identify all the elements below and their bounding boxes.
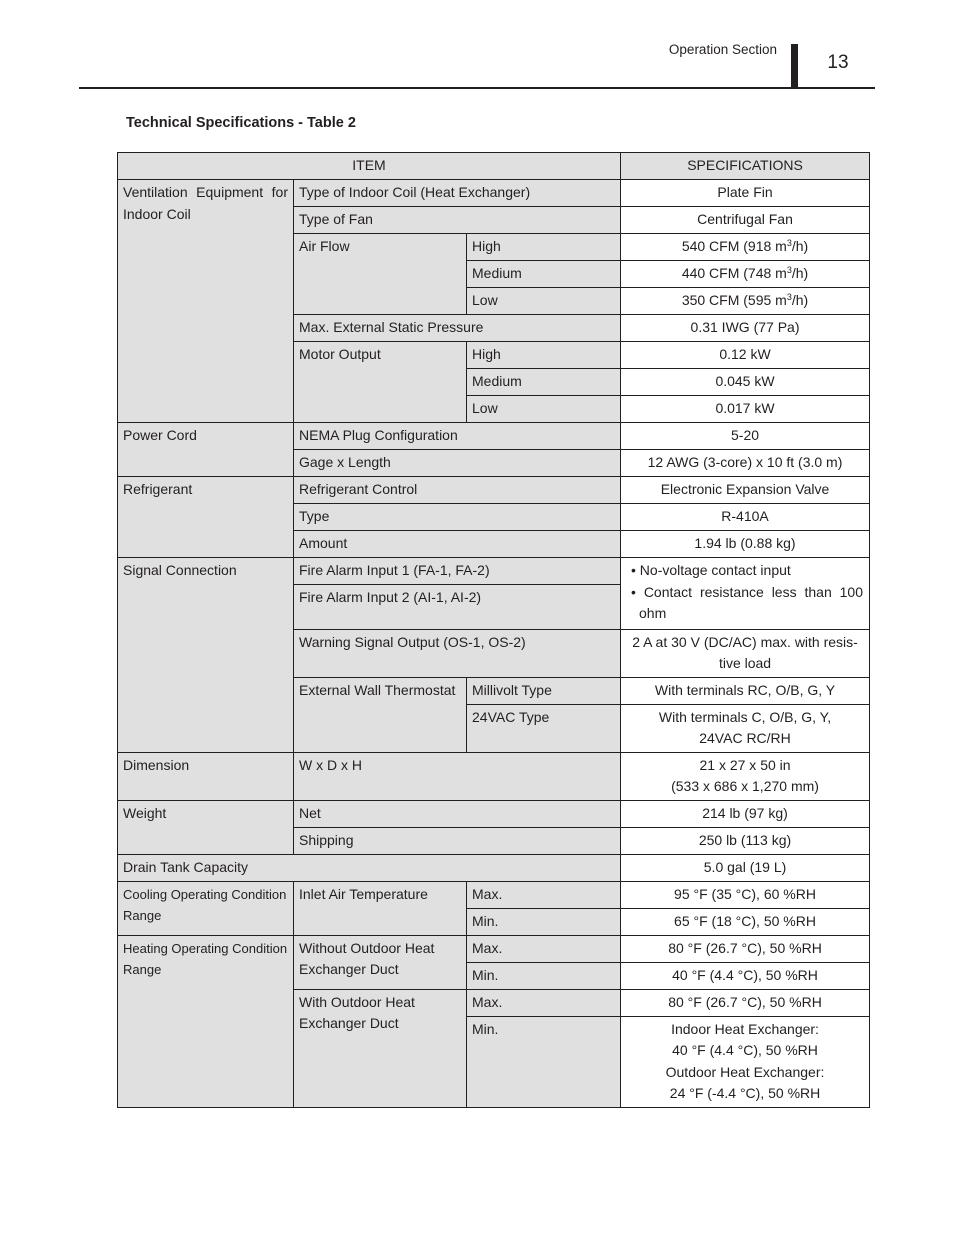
value-drain-tank: 5.0 gal (19 L) [621, 854, 870, 881]
sub-high: High [467, 234, 621, 261]
item-gage-length: Gage x Length [294, 450, 621, 477]
row-label-dimension: Dimension [118, 752, 294, 800]
value-coil-type: Plate Fin [621, 180, 870, 207]
item-inlet-air: Inlet Air Temperature [294, 881, 467, 935]
value-cooling-max: 95 °F (35 °C), 60 %RH [621, 881, 870, 908]
row-label-heating: Heating Operating Condition Range [118, 935, 294, 1107]
value-refrigerant-type: R-410A [621, 504, 870, 531]
sub-medium: Medium [467, 261, 621, 288]
value-shipping: 250 lb (113 kg) [621, 827, 870, 854]
sub-millivolt: Millivolt Type [467, 677, 621, 704]
row-label-refrigerant: Refrigerant [118, 477, 294, 558]
col-item-header: ITEM [118, 153, 621, 180]
row-label-cooling: Cooling Operating Condition Range [118, 881, 294, 935]
sub-max: Max. [467, 935, 621, 962]
value-warning-signal: 2 A at 30 V (DC/AC) max. with resis-tive load [621, 629, 870, 677]
value-refrigerant-control: Electronic Expansion Valve [621, 477, 870, 504]
value-net: 214 lb (97 kg) [621, 800, 870, 827]
row-label-weight: Weight [118, 800, 294, 854]
table-title: Technical Specifications - Table 2 [126, 115, 356, 131]
value-motor-medium: 0.045 kW [621, 369, 870, 396]
sub-min: Min. [467, 908, 621, 935]
item-net: Net [294, 800, 621, 827]
sub-medium: Medium [467, 369, 621, 396]
table-row [118, 752, 870, 800]
item-wall-thermostat: External Wall Thermostat [294, 677, 467, 752]
item-wdh: W x D x H [294, 752, 621, 800]
item-coil-type: Type of Indoor Coil (Heat Exchanger) [294, 180, 621, 207]
sub-high: High [467, 342, 621, 369]
header-rule [79, 87, 875, 89]
spec-table [117, 152, 870, 1108]
item-motor-output: Motor Output [294, 342, 467, 423]
row-label-power-cord: Power Cord [118, 423, 294, 477]
sub-min: Min. [467, 1016, 621, 1107]
value-gage-length: 12 AWG (3-core) x 10 ft (3.0 m) [621, 450, 870, 477]
item-nema-plug: NEMA Plug Configuration [294, 423, 621, 450]
value-fire-alarm: • No-voltage contact input • Contact resistance less than 100 ohm [621, 558, 870, 630]
sub-min: Min. [467, 962, 621, 989]
table-row [118, 935, 870, 962]
item-refrigerant-control: Refrigerant Control [294, 477, 621, 504]
table-header-row [118, 153, 870, 180]
item-shipping: Shipping [294, 827, 621, 854]
item-without-duct: Without Outdoor Heat Exchanger Duct [294, 935, 467, 989]
value-dimension: 21 x 27 x 50 in (533 x 686 x 1,270 mm) [621, 752, 870, 800]
sub-low: Low [467, 288, 621, 315]
header-bar [791, 44, 798, 88]
item-fire-alarm-1: Fire Alarm Input 1 (FA-1, FA-2) [294, 558, 621, 585]
value-airflow-high: 540 CFM (918 $m^3/h$) [621, 234, 870, 261]
value-static-pressure: 0.31 IWG (77 Pa) [621, 315, 870, 342]
row-label-drain-tank: Drain Tank Capacity [118, 854, 621, 881]
table-row [118, 854, 870, 881]
value-motor-high: 0.12 kW [621, 342, 870, 369]
item-static-pressure: Max. External Static Pressure [294, 315, 621, 342]
item-warning-signal: Warning Signal Output (OS-1, OS-2) [294, 629, 621, 677]
item-air-flow: Air Flow [294, 234, 467, 315]
page-number: 13 [827, 52, 849, 73]
sub-24vac: 24VAC Type [467, 704, 621, 752]
value-fan-type: Centrifugal Fan [621, 207, 870, 234]
table-row [118, 477, 870, 504]
value-airflow-medium: 440 CFM (748 $m^3/h$) [621, 261, 870, 288]
item-with-duct: With Outdoor Heat Exchanger Duct [294, 989, 467, 1107]
item-fan-type: Type of Fan [294, 207, 621, 234]
value-airflow-low: 350 CFM (595 $m^3/h$) [621, 288, 870, 315]
table-row [118, 180, 870, 207]
item-refrigerant-amount: Amount [294, 531, 621, 558]
table-row [118, 881, 870, 908]
value-heating-with-max: 80 °F (26.7 °C), 50 %RH [621, 989, 870, 1016]
table-row [118, 800, 870, 827]
value-heating-without-max: 80 °F (26.7 °C), 50 %RH [621, 935, 870, 962]
value-refrigerant-amount: 1.94 lb (0.88 kg) [621, 531, 870, 558]
row-label-ventilation: Ventilation Equipment for Indoor Coil [118, 180, 294, 423]
value-motor-low: 0.017 kW [621, 396, 870, 423]
section-title: Operation Section [668, 42, 777, 57]
table-row [118, 423, 870, 450]
table-row [118, 558, 870, 585]
sub-max: Max. [467, 989, 621, 1016]
value-cooling-min: 65 °F (18 °C), 50 %RH [621, 908, 870, 935]
value-24vac: With terminals C, O/B, G, Y, 24VAC RC/RH [621, 704, 870, 752]
value-heating-without-min: 40 °F (4.4 °C), 50 %RH [621, 962, 870, 989]
item-refrigerant-type: Type [294, 504, 621, 531]
item-fire-alarm-2: Fire Alarm Input 2 (AI-1, AI-2) [294, 584, 621, 629]
sub-low: Low [467, 396, 621, 423]
value-nema-plug: 5-20 [621, 423, 870, 450]
row-label-signal: Signal Connection [118, 558, 294, 753]
col-spec-header: SPECIFICATIONS [621, 153, 870, 180]
sub-max: Max. [467, 881, 621, 908]
value-millivolt: With terminals RC, O/B, G, Y [621, 677, 870, 704]
value-heating-with-min: Indoor Heat Exchanger: 40 °F (4.4 °C), 50 %RH Outdoor Heat Exchanger: 24 °F (-4.4 °C), 50 %RH [621, 1016, 870, 1107]
